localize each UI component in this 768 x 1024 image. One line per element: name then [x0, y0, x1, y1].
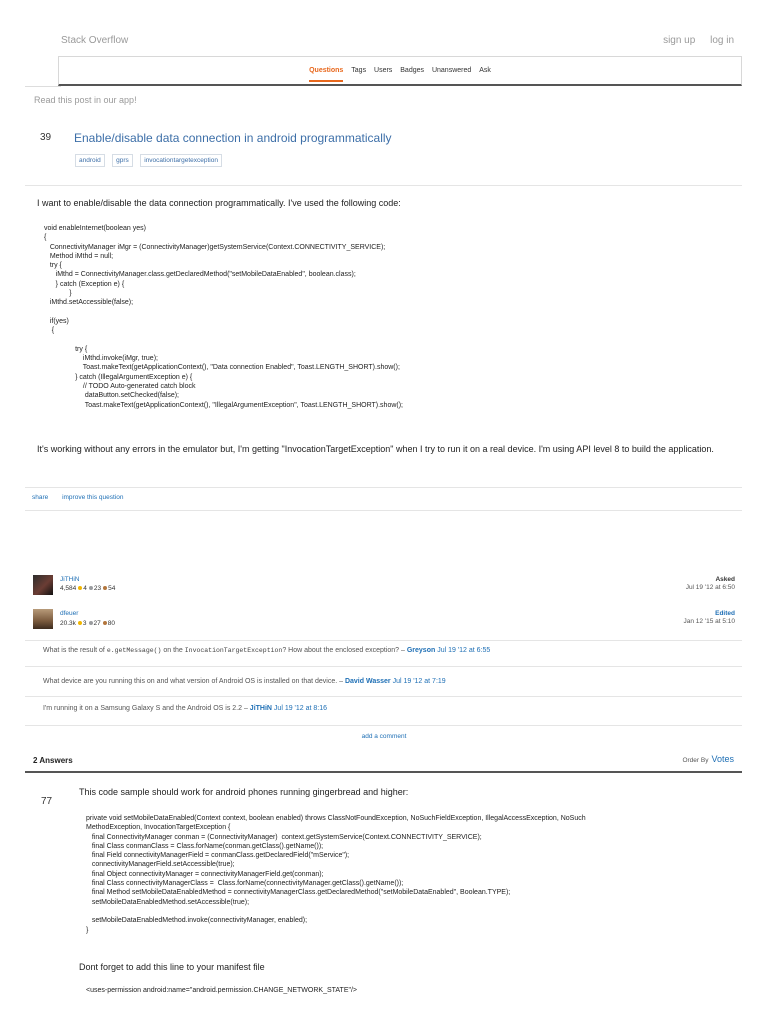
edited-link[interactable]: Edited	[715, 610, 735, 617]
editor-reputation	[60, 620, 115, 627]
silver-badge-count: 23	[93, 585, 102, 592]
reputation-score: 20.3k	[60, 620, 76, 627]
bronze-badge-count: 54	[108, 585, 116, 592]
nav-bar	[58, 56, 742, 86]
asker-name[interactable]: JiTHiN	[60, 576, 80, 583]
tag-android[interactable]: android	[75, 154, 105, 167]
divider	[25, 640, 742, 641]
log-in-link[interactable]: log in	[710, 35, 734, 46]
answer-vote-count: 77	[41, 796, 53, 807]
inline-code: InvocationTargetException	[184, 647, 283, 654]
bronze-badge-icon	[103, 586, 107, 590]
gold-badge-icon	[78, 621, 82, 625]
bronze-badge-icon	[103, 621, 107, 625]
header-auth	[651, 35, 734, 46]
order-by	[682, 754, 734, 764]
comment-author[interactable]: JiTHiN	[249, 705, 272, 712]
comment-time[interactable]: Jul 19 '12 at 6:55	[437, 647, 491, 654]
divider	[25, 725, 742, 726]
question-code-block: void enableInternet(boolean yes) { ConnectivityManager iMgr = (ConnectivityManager)getSystemService(Context.CONNECTIVITY_SERVICE); Method iMthd = null; try { iMthd = ConnectivityManager.class.getDeclaredMethod("setMobileDataEnabled", boolean.class); } catch (Exception e) { } iMthd.setAccessible(false); if(yes) { try { iMthd.invoke(iMgr, true); Toast.makeText(getApplicationContext(), "Data connection Enabled", Toast.LENGTH_SHORT).show(); } catch (IllegalArgumentException e) { // TODO Auto-generated catch block dataButton.setChecked(false); Toast.makeText(getApplicationContext(), "IllegalArgumentException", Toast.LENGTH_SHORT).show();	[44, 225, 403, 409]
silver-badge-icon	[89, 621, 93, 625]
tag-gprs[interactable]: gprs	[112, 154, 133, 167]
improve-question-link[interactable]: improve this question	[62, 494, 124, 501]
comment	[43, 678, 446, 685]
share-link[interactable]: share	[32, 494, 49, 501]
edited-time: Jan 12 '15 at 5:10	[683, 618, 735, 625]
answer-permission-code: <uses-permission android:name="android.permission.CHANGE_NETWORK_STATE"/>	[86, 987, 358, 994]
question-title[interactable]: Enable/disable data connection in android programmatically	[74, 131, 392, 145]
add-comment-link[interactable]: add a comment	[361, 733, 407, 740]
silver-badge-count: 27	[93, 620, 101, 627]
answer-code-block: private void setMobileDataEnabled(Context context, boolean enabled) throws ClassNotFoundException, NoSuchFieldException, IllegalAccessException, NoSuch MethodException, InvocationTargetException { final ConnectivityManager conman = (ConnectivityManager) context.getSystemService(Context.CONNECTIVITY_SERVICE); final Class conmanClass = Class.forName(conman.getClass().getName()); final Field connectivityManagerField = conmanClass.getDeclaredField("mService"); connectivityManagerField.setAccessible(true); final Object connectivityManager = connectivityManagerField.get(conman); final Class connectivityManagerClass = Class.forName(connectivityManager.getClass().getName()); final Method setMobileDataEnabledMethod = connectivityManagerClass.getDeclaredMethod("setMobileDataEnabled", Boolean.TYPE); setMobileDataEnabledMethod.setAccessible(true); setMobileDataEnabledMethod.invoke(connectivityManager, enabled); }	[86, 815, 586, 934]
divider	[25, 185, 742, 186]
comment	[43, 705, 327, 712]
asker-avatar[interactable]	[33, 575, 53, 595]
question-actions	[32, 494, 136, 501]
silver-badge-icon	[89, 586, 93, 590]
editor-name[interactable]: dfeuer	[60, 610, 79, 617]
asked-label: Asked	[715, 576, 735, 583]
answer-intro: This code sample should work for android phones running gingerbread and higher:	[79, 787, 409, 797]
sign-up-link[interactable]: sign up	[663, 35, 696, 46]
divider	[25, 696, 742, 697]
question-outro: It's working without any errors in the emulator but, I'm getting "InvocationTargetException" when I try to run it on a real device. I'm using API level 8 to build the application.	[37, 444, 714, 454]
divider	[25, 666, 742, 667]
inline-code: e.getMessage()	[106, 647, 162, 654]
editor-avatar[interactable]	[33, 609, 53, 629]
order-by-label: Order By	[682, 757, 709, 764]
answers-header	[25, 751, 742, 773]
tab-questions[interactable]: Questions	[309, 67, 343, 82]
tab-users[interactable]: Users	[374, 67, 393, 74]
question-vote-count: 39	[40, 132, 52, 143]
answer-note: Dont forget to add this line to your manifest file	[79, 962, 265, 972]
nav-tabs	[59, 67, 741, 82]
order-by-select[interactable]: Votes	[711, 754, 734, 764]
comment-text: What is the result of	[43, 647, 107, 654]
comment-time[interactable]: Jul 19 '12 at 7:19	[392, 678, 446, 685]
tab-badges[interactable]: Badges	[400, 67, 425, 74]
tag-invocationtargetexception[interactable]: invocationtargetexception	[140, 154, 222, 167]
answers-count: 2 Answers	[33, 756, 73, 765]
tab-tags[interactable]: Tags	[351, 67, 367, 74]
tab-unanswered[interactable]: Unanswered	[431, 67, 472, 74]
reputation-score: 4,584	[60, 585, 77, 592]
comment-text: I'm running it on a Samsung Galaxy S and the Android OS is 2.2 –	[43, 705, 250, 712]
comment-author[interactable]: Greyson	[406, 647, 436, 654]
comment-text: on the	[161, 647, 185, 654]
divider	[25, 487, 742, 488]
comment	[43, 647, 490, 654]
question-intro: I want to enable/disable the data connection programmatically. I've used the following code:	[37, 198, 401, 208]
divider	[25, 510, 742, 511]
asked-time: Jul 19 '12 at 6:50	[685, 584, 735, 591]
gold-badge-count: 4	[83, 585, 87, 592]
site-name[interactable]: Stack Overflow	[61, 35, 129, 46]
comment-time[interactable]: Jul 19 '12 at 8:16	[273, 705, 328, 712]
comment-text: ? How about the enclosed exception? –	[282, 647, 407, 654]
comment-text: What device are you running this on and what version of Android OS is installed on that device. –	[43, 678, 345, 685]
question-tags	[75, 149, 225, 167]
bronze-badge-count: 80	[107, 620, 115, 627]
gold-badge-count: 3	[82, 620, 87, 627]
app-promo-link[interactable]: Read this post in our app!	[34, 95, 137, 105]
tab-ask[interactable]: Ask	[479, 67, 491, 74]
divider	[25, 86, 61, 87]
asker-reputation	[60, 585, 115, 592]
comment-author[interactable]: David Wasser	[344, 678, 391, 685]
gold-badge-icon	[78, 586, 82, 590]
